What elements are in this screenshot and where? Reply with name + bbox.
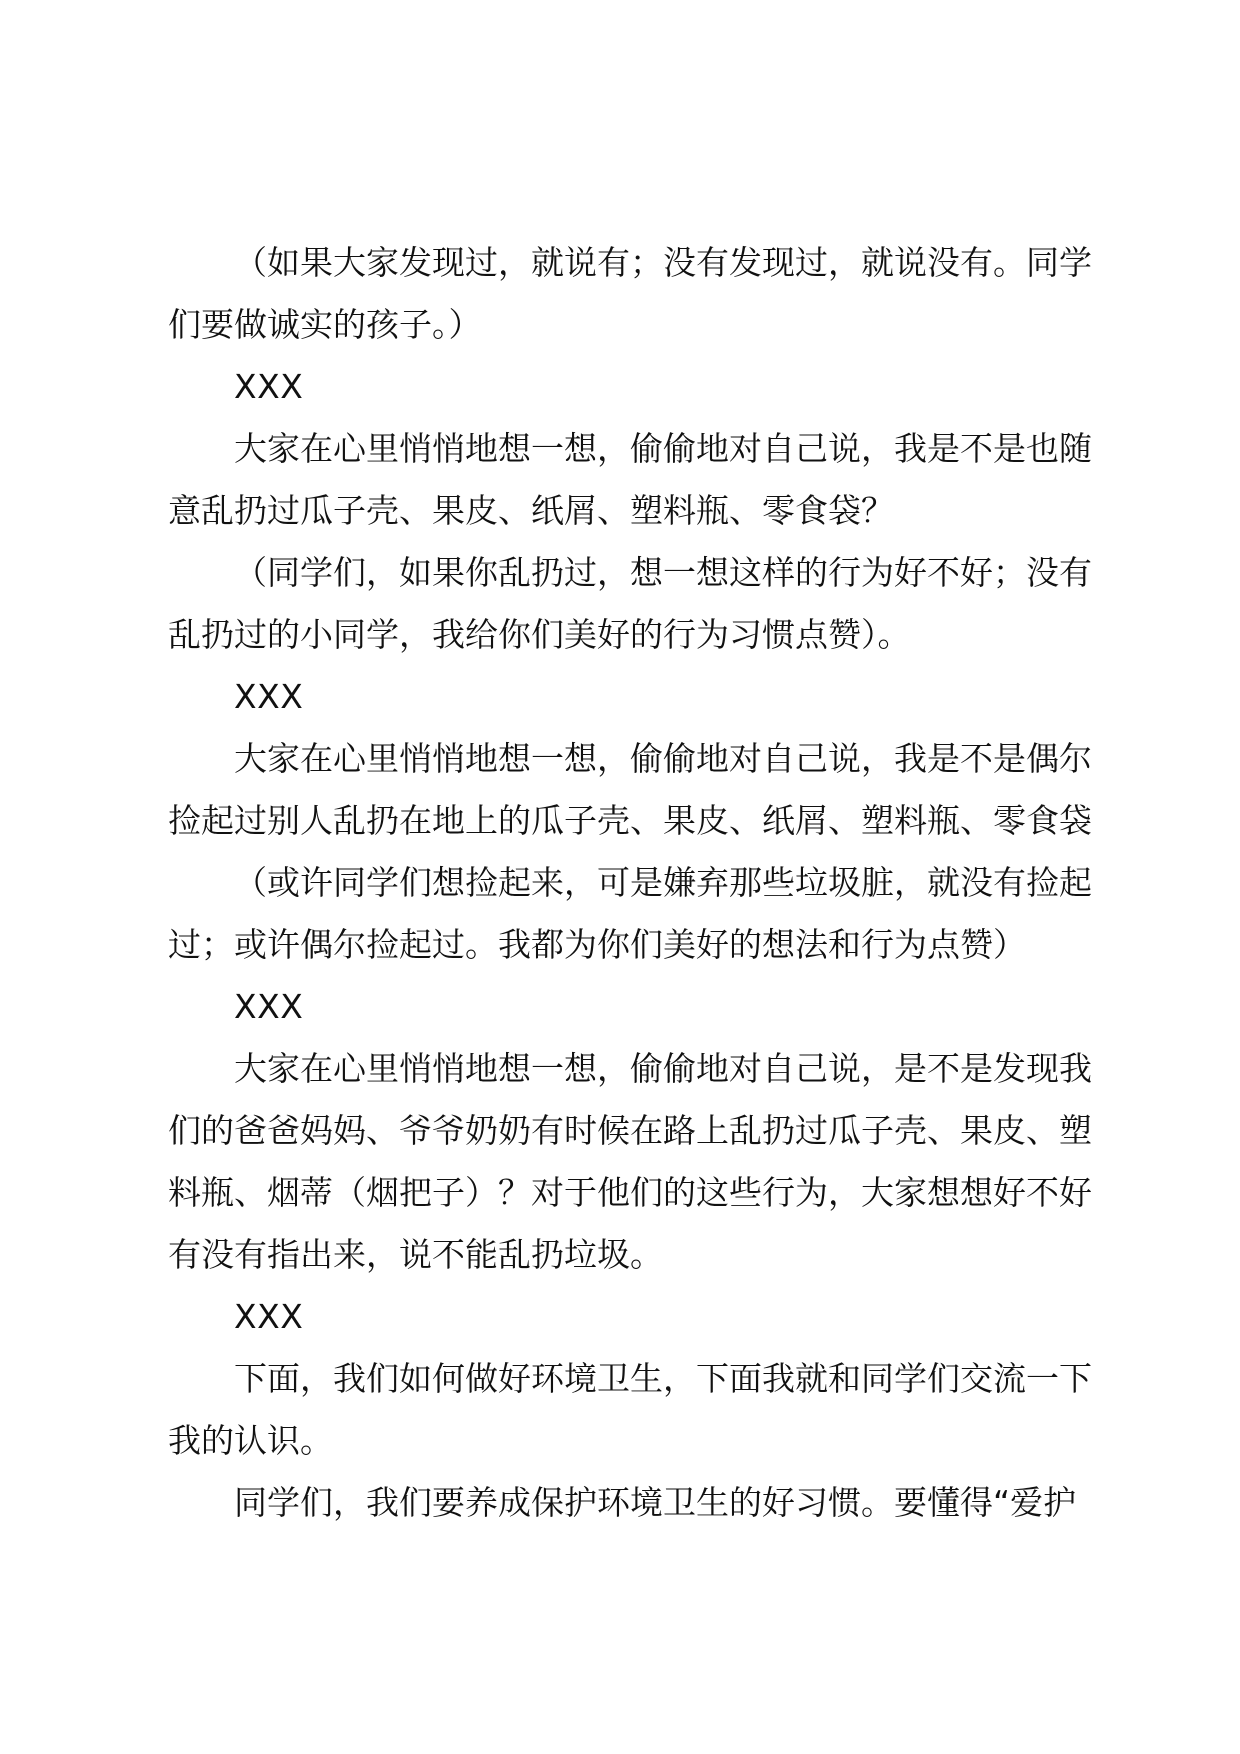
paragraph-parents-question: 大家在心里悄悄地想一想，偷偷地对自己说，是不是发现我们的爸爸妈妈、爷爷奶奶有时候在路上乱扔过瓜子壳、果皮、塑料瓶、烟蒂（烟把子）？对于他们的这些行为，大家想想好不好有没有指出来，说不能乱扔垃圾。 [168,1049,1092,1274]
paragraph-littering-question: 大家在心里悄悄地想一想，偷偷地对自己说，我是不是也随意乱扔过瓜子壳、果皮、纸屑、塑料瓶、零食袋？ [168,429,1092,530]
document-body [168,232,1102,1534]
paragraph-picking-up-note: （或许同学们想捡起来，可是嫌弃那些垃圾脏，就没有捡起过；或许偶尔捡起过。我都为你们美好的想法和行为点赞） [168,863,1092,964]
section-marker: XXX [234,367,304,406]
section-marker: XXX [234,1297,304,1336]
section-marker: XXX [234,987,304,1026]
paragraph-introduction: 下面，我们如何做好环境卫生，下面我就和同学们交流一下我的认识。 [168,1359,1092,1460]
paragraph-good-habits: 同学们，我们要养成保护环境卫生的好习惯。要懂得“爱护 [234,1483,1077,1522]
section-marker: XXX [234,677,304,716]
paragraph-picking-up-question: 大家在心里悄悄地想一想，偷偷地对自己说，我是不是偶尔捡起过别人乱扔在地上的瓜子壳、果皮、纸屑、塑料瓶、零食袋 [168,739,1092,840]
paragraph-littering-note: （同学们，如果你乱扔过，想一想这样的行为好不好；没有乱扔过的小同学，我给你们美好的行为习惯点赞）。 [168,553,1092,654]
paragraph-honesty-note: （如果大家发现过，就说有；没有发现过，就说没有。同学们要做诚实的孩子。） [168,243,1092,344]
